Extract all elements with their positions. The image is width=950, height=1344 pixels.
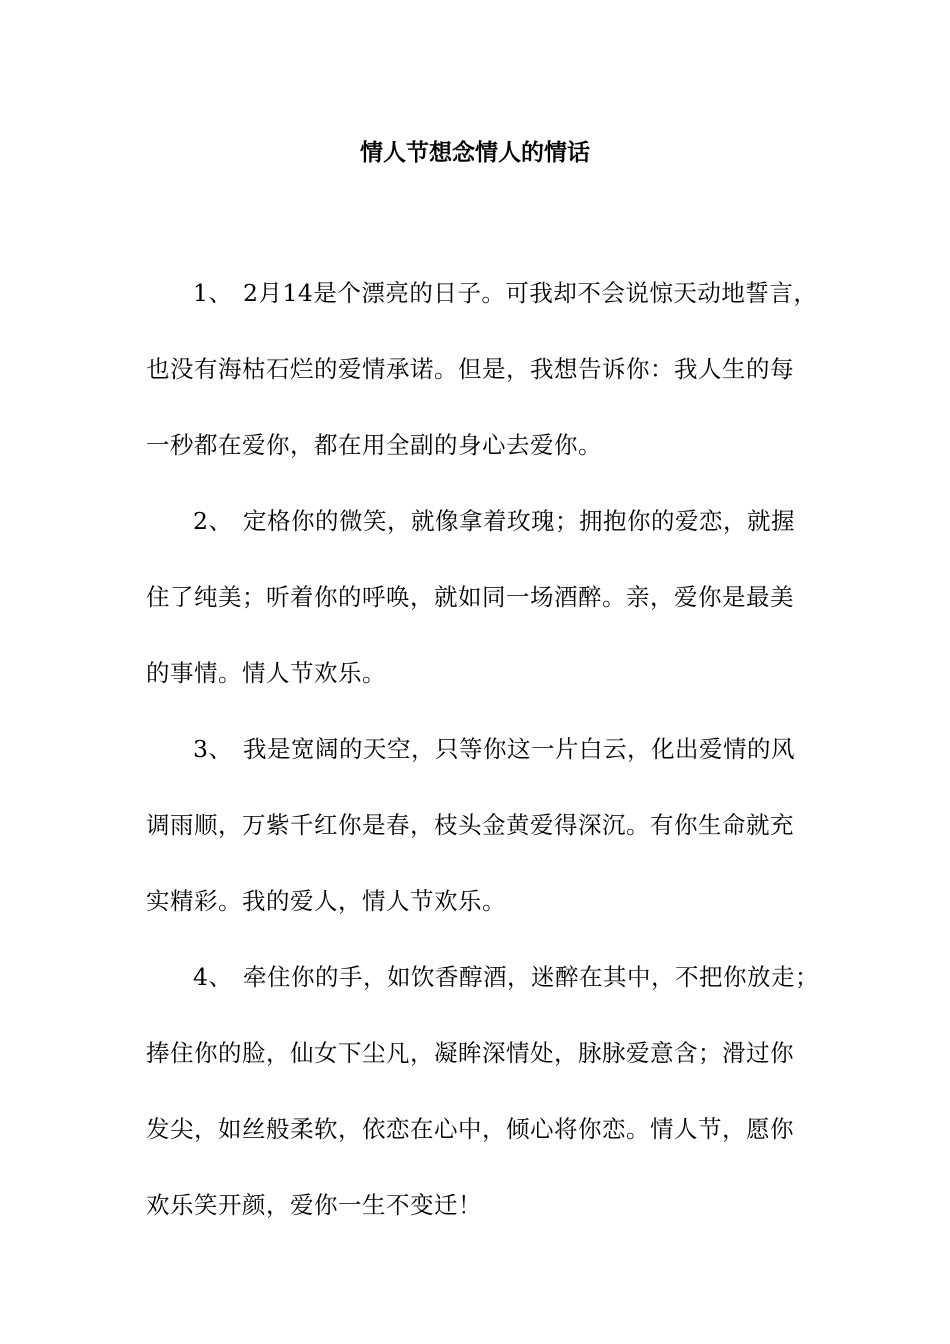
- line-text: 我是宽阔的天空，只等你这一片白云，化出爱情的风: [243, 735, 795, 763]
- paragraph-line: 住了纯美；听着你的呼唤，就如同一场酒醉。亲，爱你是最美: [146, 583, 794, 611]
- paragraph-1: [146, 255, 826, 483]
- paragraph-line: [146, 711, 826, 787]
- paragraph-2: [146, 483, 826, 711]
- paragraph-number: 4、: [193, 963, 233, 991]
- line-text: 2月14是个漂亮的日子。可我却不会说惊天动地誓言，: [243, 279, 818, 307]
- paragraph-number: 1、: [193, 279, 233, 307]
- document-title: 情人节想念情人的情话: [360, 139, 590, 166]
- paragraph-line: 调雨顺，万紫千红你是春，枝头金黄爱得深沉。有你生命就充: [146, 811, 794, 839]
- line-text: 定格你的微笑，就像拿着玫瑰；拥抱你的爱恋，就握: [243, 507, 795, 535]
- document-body: [146, 255, 826, 1243]
- paragraph-line: [146, 483, 826, 559]
- paragraph-4: [146, 939, 826, 1243]
- paragraph-line: 也没有海枯石烂的爱情承诺。但是，我想告诉你：我人生的每: [146, 355, 794, 383]
- line-text: 牵住你的手，如饮香醇酒，迷醉在其中，不把你放走；: [243, 963, 819, 991]
- paragraph-number: 3、: [193, 735, 233, 763]
- paragraph-line: 发尖，如丝般柔软，依恋在心中，倾心将你恋。情人节，愿你: [146, 1115, 794, 1143]
- paragraph-line: 捧住你的脸，仙女下尘凡，凝眸深情处，脉脉爱意含；滑过你: [146, 1039, 794, 1067]
- paragraph-line: 一秒都在爱你，都在用全副的身心去爱你。: [146, 431, 602, 459]
- paragraph-line: [146, 939, 826, 1015]
- paragraph-line: 的事情。情人节欢乐。: [146, 659, 386, 687]
- paragraph-line: [146, 255, 826, 331]
- paragraph-line: 实精彩。我的爱人，情人节欢乐。: [146, 887, 506, 915]
- paragraph-line: 欢乐笑开颜，爱你一生不变迁！: [146, 1191, 482, 1219]
- paragraph-number: 2、: [193, 507, 233, 535]
- paragraph-3: [146, 711, 826, 939]
